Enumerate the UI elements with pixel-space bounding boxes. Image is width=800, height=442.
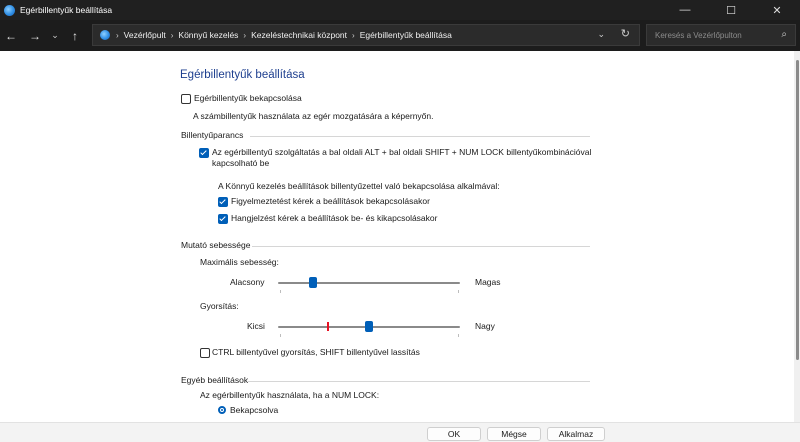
max-speed-slider[interactable] — [278, 271, 460, 291]
close-button[interactable]: ✕ — [772, 4, 782, 17]
pointer-speed-group-label: Mutató sebessége — [181, 240, 251, 250]
breadcrumb-item-ease-of-access[interactable]: Könnyű kezelés — [178, 30, 239, 40]
maximize-button[interactable]: ☐ — [726, 4, 736, 17]
shortcut-group-label: Billentyűparancs — [181, 130, 244, 140]
dialog-footer — [0, 422, 800, 442]
max-speed-slider-track — [278, 282, 460, 284]
forward-arrow-icon[interactable]: → — [29, 28, 41, 43]
control-panel-icon — [4, 5, 15, 16]
warning-label[interactable]: Figyelmeztetést kérek a beállítások bekapcsolásakor — [231, 196, 430, 206]
navigation-bar — [0, 20, 800, 51]
enable-mouse-keys-checkbox[interactable] — [181, 94, 191, 104]
numlock-on-label[interactable]: Bekapcsolva — [230, 405, 279, 415]
max-speed-label: Maximális sebesség: — [200, 257, 279, 267]
title-bar — [0, 0, 800, 20]
settings-content — [0, 51, 794, 422]
search-placeholder: Keresés a Vezérlőpulton — [655, 30, 742, 40]
sound-checkbox[interactable] — [218, 214, 228, 224]
recent-locations-chevron-icon[interactable]: ⌄ — [51, 30, 59, 40]
page-title: Egérbillentyűk beállítása — [180, 69, 305, 81]
other-settings-group-divider — [248, 381, 590, 382]
max-speed-high-label: Magas — [475, 277, 501, 287]
breadcrumb-separator-icon: › — [116, 30, 119, 40]
shortcut-option-label[interactable]: Az egérbillentyű szolgáltatás a bal oldali ALT + bal oldali SHIFT + NUM LOCK billentyűkombinációval — [212, 147, 592, 157]
max-speed-slider-thumb[interactable] — [309, 277, 317, 288]
slider-tick — [458, 290, 459, 293]
back-arrow-icon[interactable]: ← — [5, 28, 17, 43]
breadcrumb-separator-icon: › — [170, 30, 174, 40]
slider-tick — [458, 334, 459, 337]
search-icon[interactable]: ⌕ — [781, 29, 787, 40]
address-bar[interactable] — [92, 24, 640, 46]
acceleration-default-marker — [327, 322, 329, 331]
search-input[interactable] — [646, 24, 796, 46]
slider-tick — [280, 334, 281, 337]
acceleration-label: Gyorsítás: — [200, 301, 239, 311]
breadcrumb-separator-icon: › — [243, 30, 247, 40]
control-panel-location-icon — [100, 30, 110, 40]
breadcrumb-item-control-panel[interactable]: Vezérlőpult — [123, 30, 166, 40]
acceleration-slider-thumb[interactable] — [365, 321, 373, 332]
apply-button[interactable]: Alkalmaz — [547, 427, 605, 441]
numlock-on-radio[interactable] — [218, 406, 226, 414]
window-title: Egérbillentyűk beállítása — [20, 5, 113, 15]
cancel-button[interactable]: Mégse — [487, 427, 541, 441]
scrollbar-thumb[interactable] — [796, 60, 799, 360]
enable-mouse-keys-label[interactable]: Egérbillentyűk bekapcsolása — [194, 93, 302, 103]
shortcut-group-divider — [250, 136, 590, 137]
max-speed-low-label: Alacsony — [230, 277, 265, 287]
breadcrumb-item-ease-of-access-center[interactable]: Kezeléstechnikai központ — [251, 30, 348, 40]
sound-label[interactable]: Hangjelzést kérek a beállítások be- és kikapcsolásakor — [231, 213, 438, 223]
slider-tick — [280, 290, 281, 293]
address-dropdown-chevron-icon[interactable]: ⌄ — [597, 29, 605, 39]
up-arrow-icon[interactable]: ↑ — [72, 28, 78, 43]
warning-checkbox[interactable] — [218, 197, 228, 207]
shortcut-option-label-line2[interactable]: kapcsolható be — [212, 158, 270, 168]
window-controls — [662, 0, 800, 20]
breadcrumb-item-mouse-keys[interactable]: Egérbillentyűk beállítása — [359, 30, 452, 40]
shortcut-sub-heading: A Könnyű kezelés beállítások billentyűzettel való bekapcsolása alkalmával: — [218, 181, 500, 191]
ctrl-shift-label[interactable]: CTRL billentyűvel gyorsítás, SHIFT billentyűvel lassítás — [212, 347, 420, 357]
ok-button[interactable]: OK — [427, 427, 481, 441]
ctrl-shift-checkbox[interactable] — [200, 348, 210, 358]
acceleration-low-label: Kicsi — [247, 321, 265, 331]
refresh-icon[interactable]: ↻ — [620, 28, 630, 40]
acceleration-high-label: Nagy — [475, 321, 495, 331]
enable-description: A számbillentyűk használata az egér mozgatására a képernyőn. — [193, 111, 434, 121]
shortcut-checkbox[interactable] — [199, 148, 209, 158]
acceleration-slider[interactable] — [278, 315, 460, 335]
pointer-speed-group-divider — [252, 246, 590, 247]
minimize-button[interactable]: — — [679, 4, 691, 16]
numlock-label: Az egérbillentyűk használata, ha a NUM LOCK: — [200, 390, 380, 400]
breadcrumb-separator-icon: › — [352, 30, 355, 40]
other-settings-group-label: Egyéb beállítások — [181, 375, 249, 385]
